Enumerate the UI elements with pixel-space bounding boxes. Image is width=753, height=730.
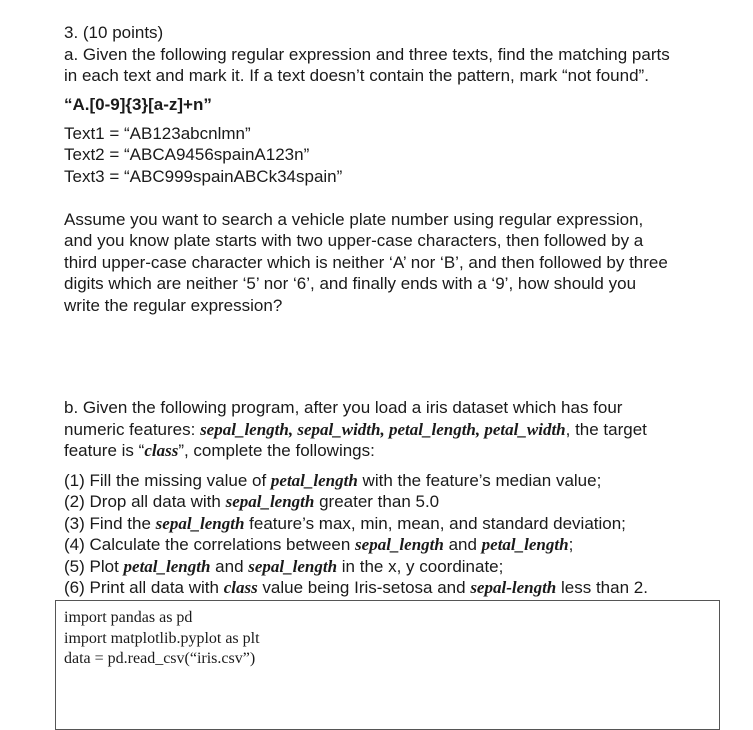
regex-pattern: “A.[0-9]{3}[a-z]+n” [64, 94, 212, 114]
task-6: (6) Print all data with class value being Iris-setosa and sepal-length less than 2. [64, 578, 648, 597]
question-part-a [64, 22, 744, 316]
plate-question-line-1: Assume you want to search a vehicle plate number using regular expression, [64, 209, 644, 229]
feature-petal-width: petal_width [484, 419, 566, 439]
code-line-3: data = pd.read_csv(“iris.csv”) [64, 650, 256, 667]
code-line-2: import matplotlib.pyplot as plt [64, 629, 260, 647]
text-2: Text2 = “ABCA9456spainA123n” [64, 145, 310, 164]
question-header: 3. (10 points) [64, 23, 164, 42]
code-line-1: import pandas as pd [64, 609, 193, 626]
feature-petal-length: petal_length [388, 419, 476, 439]
text-1: Text1 = “AB123abcnlmn” [64, 123, 251, 143]
task-3: (3) Find the sepal_length feature’s max, min, mean, and standard deviation; [64, 513, 626, 533]
plate-question-line-4: digits which are neither ‘5’ nor ‘6’, and finally ends with a ‘9’, how should you [64, 274, 637, 293]
task-2: (2) Drop all data with sepal_length greater than 5.0 [64, 492, 440, 511]
task-5: (5) Plot petal_length and sepal_length in the x, y coordinate; [64, 556, 504, 576]
feature-sepal-width: sepal_width [297, 419, 381, 439]
feature-sepal-length: sepal_length [200, 419, 289, 439]
part-b-intro-line-2: numeric features: sepal_length, sepal_width, petal_length, petal_width, the target [64, 419, 647, 439]
task-4: (4) Calculate the correlations between sepal_length and petal_length; [64, 535, 574, 554]
code-answer-box[interactable] [55, 600, 720, 730]
plate-question-line-2: and you know plate starts with two upper-case characters, then followed by a [64, 231, 644, 250]
part-b-intro-line-1: b. Given the following program, after you load a iris dataset which has four [64, 398, 623, 417]
part-b-intro-line-3: feature is “class”, complete the followings: [64, 441, 375, 460]
feature-class: class [144, 441, 179, 460]
part-a-intro-line-1: a. Given the following regular expression and three texts, find the matching parts [64, 44, 670, 64]
task-1: (1) Fill the missing value of petal_length with the feature’s median value; [64, 470, 602, 490]
part-a-intro-line-2: in each text and mark it. If a text doesn’t contain the pattern, mark “not found”. [64, 66, 649, 85]
plate-question-line-3: third upper-case character which is neither ‘A’ nor ‘B’, and then followed by three [64, 252, 668, 272]
text-3: Text3 = “ABC999spainABCk34spain” [64, 166, 343, 186]
question-part-b [64, 397, 744, 599]
feature-sepal-dash-length: sepal-length [470, 578, 557, 597]
plate-question-line-5: write the regular expression? [64, 295, 283, 315]
